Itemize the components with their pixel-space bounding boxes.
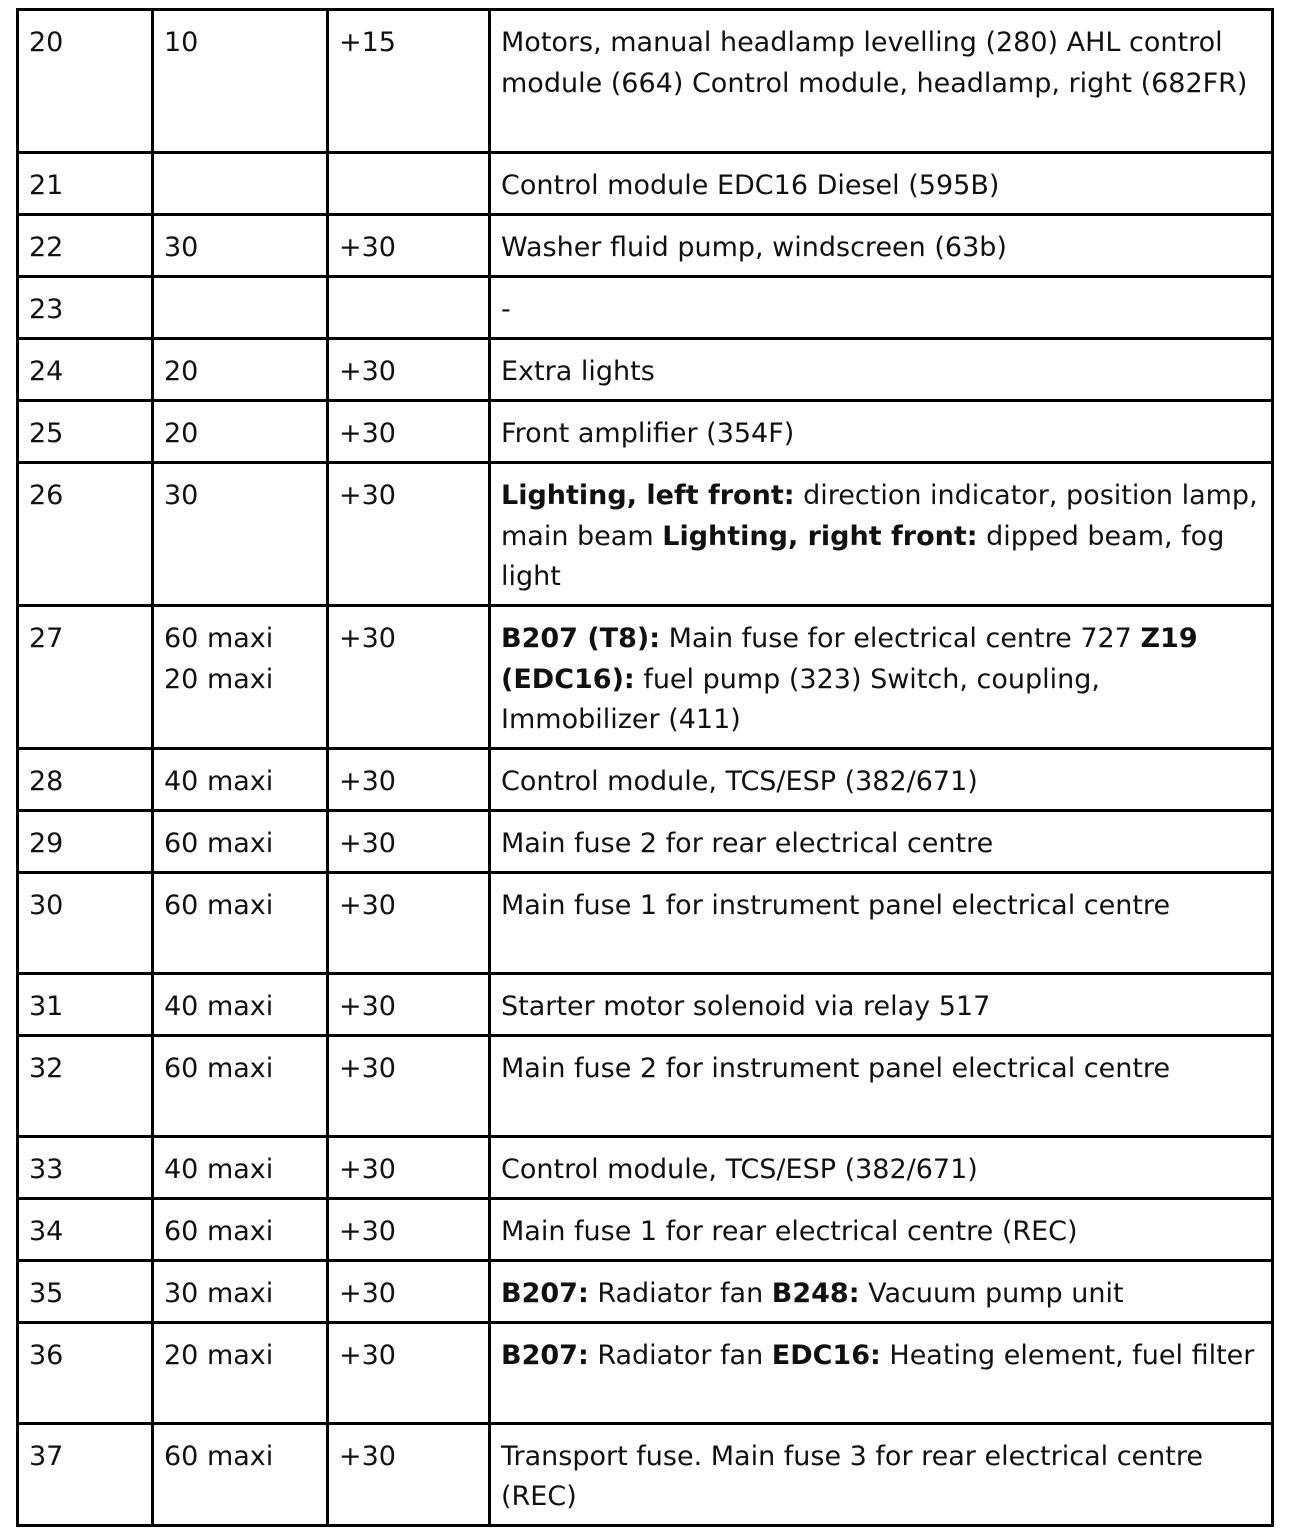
description-cell bbox=[490, 1260, 1273, 1322]
description-text: Main fuse for electrical centre 727 bbox=[660, 623, 1141, 654]
description-text: direction indicator, position lamp, main beam bbox=[501, 480, 1267, 552]
description-label-bold: Z19 (EDC16): bbox=[501, 623, 1208, 695]
amperage-value: 30 bbox=[164, 232, 199, 263]
description-cell bbox=[490, 463, 1273, 606]
table-row bbox=[18, 215, 1273, 277]
amperage-cell bbox=[153, 463, 328, 606]
amperage-cell bbox=[153, 810, 328, 872]
description-text: Control module, TCS/ESP (382/671) bbox=[501, 1153, 978, 1185]
fuse-number-cell: 33 bbox=[18, 1136, 153, 1198]
amperage-value: 30 bbox=[164, 480, 199, 511]
description-cell bbox=[490, 10, 1273, 153]
description-text: dipped beam, fog light bbox=[501, 520, 1233, 592]
table-row bbox=[18, 401, 1273, 463]
amperage-cell bbox=[153, 1136, 328, 1198]
description-label-bold: B248: bbox=[771, 1277, 860, 1309]
table-row bbox=[18, 810, 1273, 872]
amperage-cell bbox=[153, 1423, 328, 1525]
table-row bbox=[18, 153, 1273, 215]
description-text: Radiator fan bbox=[588, 1277, 772, 1309]
amperage-value: 20 bbox=[164, 356, 199, 387]
supply-cell bbox=[328, 153, 490, 215]
fuse-table-body bbox=[18, 10, 1273, 1526]
fuse-number-cell: 32 bbox=[18, 1035, 153, 1136]
supply-cell: +30 bbox=[328, 1136, 490, 1198]
table-row bbox=[18, 1260, 1273, 1322]
amperage-cell bbox=[153, 401, 328, 463]
description-text: Extra lights bbox=[501, 356, 655, 387]
description-cell bbox=[490, 339, 1273, 401]
table-row bbox=[18, 973, 1273, 1035]
amperage-value: 60 maxi bbox=[164, 827, 274, 859]
description-text: Front amplifier (354F) bbox=[501, 418, 795, 449]
description-text: Transport fuse. Main fuse 3 for rear electrical centre (REC) bbox=[501, 1440, 1212, 1512]
amperage-value: 60 maxi bbox=[164, 889, 274, 921]
supply-cell: +30 bbox=[328, 215, 490, 277]
supply-cell: +30 bbox=[328, 810, 490, 872]
description-text: Heating element, fuel filter bbox=[880, 1339, 1255, 1371]
description-text: Main fuse 2 for instrument panel electrical centre bbox=[501, 1052, 1171, 1084]
amperage-value: 60 maxi bbox=[164, 1052, 274, 1084]
description-label-bold: B207: bbox=[501, 1339, 589, 1371]
supply-cell: +15 bbox=[328, 10, 490, 153]
table-row bbox=[18, 1322, 1273, 1423]
description-label-bold: Lighting, left front: bbox=[501, 480, 795, 511]
amperage-cell bbox=[153, 748, 328, 810]
amperage-value: 20 maxi bbox=[164, 1339, 274, 1371]
description-text: Main fuse 2 for rear electrical centre bbox=[501, 827, 994, 859]
fuse-number-cell: 23 bbox=[18, 277, 153, 339]
description-label-bold: B207: bbox=[501, 1277, 589, 1309]
supply-cell: +30 bbox=[328, 1322, 490, 1423]
amperage-value: 40 maxi bbox=[164, 1153, 274, 1185]
supply-cell: +30 bbox=[328, 1260, 490, 1322]
table-row bbox=[18, 1423, 1273, 1525]
description-cell bbox=[490, 1035, 1273, 1136]
amperage-value: 40 maxi bbox=[164, 990, 274, 1022]
fuse-number-cell: 28 bbox=[18, 748, 153, 810]
description-cell bbox=[490, 1322, 1273, 1423]
fuse-number-cell: 20 bbox=[18, 10, 153, 153]
description-text: Main fuse 1 for instrument panel electrical centre bbox=[501, 889, 1171, 921]
amperage-cell bbox=[153, 1260, 328, 1322]
amperage-value: 60 maxi bbox=[164, 623, 274, 654]
description-label-bold: EDC16: bbox=[771, 1339, 881, 1371]
table-row bbox=[18, 463, 1273, 606]
description-text: Radiator fan bbox=[588, 1339, 772, 1371]
amperage-value: 40 maxi bbox=[164, 765, 274, 797]
fuse-number-cell: 22 bbox=[18, 215, 153, 277]
description-cell bbox=[490, 277, 1273, 339]
description-text: Main fuse 1 for rear electrical centre (REC) bbox=[501, 1215, 1078, 1247]
description-text: fuel pump (323) Switch, coupling, Immobilizer (411) bbox=[501, 663, 1109, 735]
amperage-cell bbox=[153, 10, 328, 153]
fuse-number-cell: 37 bbox=[18, 1423, 153, 1525]
supply-cell: +30 bbox=[328, 1198, 490, 1260]
amperage-cell bbox=[153, 973, 328, 1035]
description-cell bbox=[490, 1136, 1273, 1198]
amperage-value: 60 maxi bbox=[164, 1440, 274, 1472]
supply-cell: +30 bbox=[328, 1035, 490, 1136]
table-row bbox=[18, 872, 1273, 973]
amperage-cell bbox=[153, 606, 328, 749]
table-row bbox=[18, 1198, 1273, 1260]
supply-cell: +30 bbox=[328, 339, 490, 401]
description-text: Motors, manual headlamp levelling (280) AHL control module (664) Control module, headlamp, right (682FR) bbox=[501, 27, 1248, 99]
table-row bbox=[18, 606, 1273, 749]
amperage-value: 60 maxi bbox=[164, 1215, 274, 1247]
fuse-number-cell: 27 bbox=[18, 606, 153, 749]
description-text: - bbox=[501, 294, 511, 325]
fuse-number-cell: 35 bbox=[18, 1260, 153, 1322]
description-cell bbox=[490, 1198, 1273, 1260]
description-cell bbox=[490, 401, 1273, 463]
description-cell bbox=[490, 215, 1273, 277]
fuse-table bbox=[16, 8, 1274, 1527]
table-row bbox=[18, 277, 1273, 339]
description-cell bbox=[490, 973, 1273, 1035]
description-cell bbox=[490, 606, 1273, 749]
description-text: Starter motor solenoid via relay 517 bbox=[501, 990, 991, 1022]
supply-cell: +30 bbox=[328, 606, 490, 749]
fuse-number-cell: 36 bbox=[18, 1322, 153, 1423]
description-text: Washer fluid pump, windscreen (63b) bbox=[501, 232, 1007, 263]
fuse-number-cell: 30 bbox=[18, 872, 153, 973]
amperage-cell bbox=[153, 1198, 328, 1260]
supply-cell: +30 bbox=[328, 973, 490, 1035]
amperage-value: 30 maxi bbox=[164, 1277, 274, 1309]
supply-cell bbox=[328, 277, 490, 339]
table-row bbox=[18, 10, 1273, 153]
fuse-number-cell: 26 bbox=[18, 463, 153, 606]
fuse-number-cell: 34 bbox=[18, 1198, 153, 1260]
table-row bbox=[18, 748, 1273, 810]
amperage-value: 10 bbox=[164, 27, 199, 58]
table-row bbox=[18, 339, 1273, 401]
amperage-value: 20 maxi bbox=[164, 663, 274, 695]
fuse-number-cell: 29 bbox=[18, 810, 153, 872]
amperage-cell bbox=[153, 215, 328, 277]
fuse-number-cell: 31 bbox=[18, 973, 153, 1035]
description-cell bbox=[490, 872, 1273, 973]
supply-cell: +30 bbox=[328, 748, 490, 810]
amperage-value: 20 bbox=[164, 418, 199, 449]
supply-cell: +30 bbox=[328, 401, 490, 463]
description-cell bbox=[490, 810, 1273, 872]
supply-cell: +30 bbox=[328, 1423, 490, 1525]
amperage-cell bbox=[153, 277, 328, 339]
amperage-cell bbox=[153, 1035, 328, 1136]
description-cell bbox=[490, 748, 1273, 810]
fuse-number-cell: 21 bbox=[18, 153, 153, 215]
amperage-cell bbox=[153, 153, 328, 215]
amperage-cell bbox=[153, 872, 328, 973]
description-label-bold: B207 (T8): bbox=[501, 623, 661, 654]
description-text: Vacuum pump unit bbox=[859, 1277, 1124, 1309]
supply-cell: +30 bbox=[328, 872, 490, 973]
amperage-cell bbox=[153, 1322, 328, 1423]
table-row bbox=[18, 1035, 1273, 1136]
description-cell bbox=[490, 1423, 1273, 1525]
description-cell bbox=[490, 153, 1273, 215]
description-label-bold: Lighting, right front: bbox=[662, 520, 978, 552]
amperage-cell bbox=[153, 339, 328, 401]
description-text: Control module, TCS/ESP (382/671) bbox=[501, 765, 978, 797]
fuse-number-cell: 24 bbox=[18, 339, 153, 401]
fuse-number-cell: 25 bbox=[18, 401, 153, 463]
table-row bbox=[18, 1136, 1273, 1198]
supply-cell: +30 bbox=[328, 463, 490, 606]
description-text: Control module EDC16 Diesel (595B) bbox=[501, 170, 1000, 201]
